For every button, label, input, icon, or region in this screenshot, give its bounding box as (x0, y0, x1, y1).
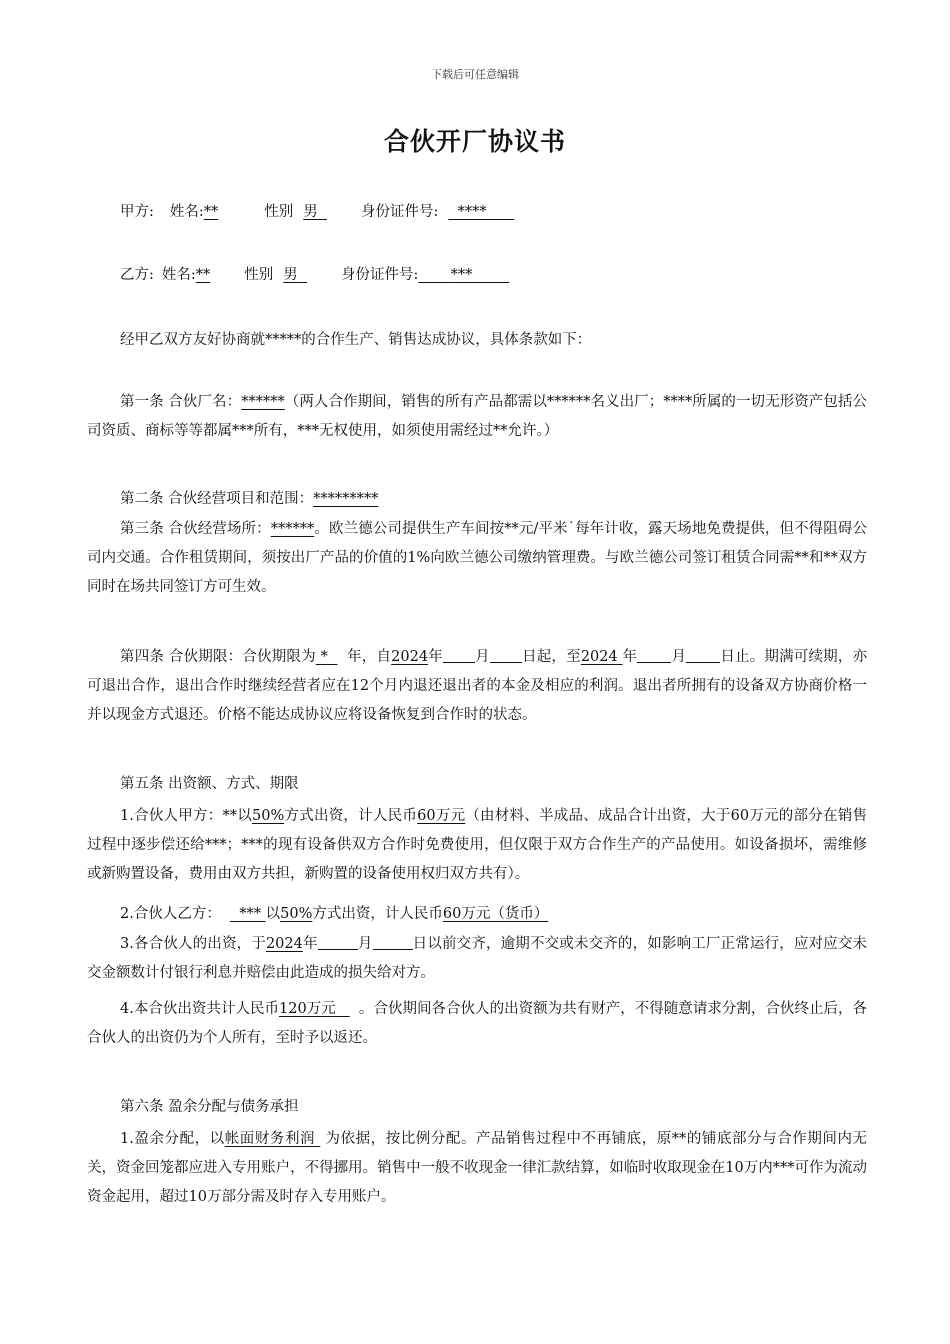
party-a-line (120, 202, 514, 222)
a5-item1-text-1: 1.合伙人甲方：**以 (120, 808, 252, 824)
a6-item1-basis: 帐面财务利润 (224, 1131, 316, 1147)
a5-item2-amount: 60万元（货币） (442, 906, 549, 922)
factory-name: ****** (241, 394, 285, 410)
party-b-name-label: 姓名: (161, 267, 196, 283)
intro-text: 经甲乙双方友好协商就*****的合作生产、销售达成协议，具体条款如下： (120, 332, 592, 348)
article-5-item-4 (87, 995, 867, 1053)
article-4 (87, 643, 867, 730)
term-text-1: 年，自 (347, 649, 392, 665)
party-a-id-label: 身份证件号: (361, 204, 439, 220)
term-text-5: 年 (622, 649, 638, 665)
article-5-heading: 第五条 出资额、方式、期限 (120, 776, 299, 792)
article-1-text: （两人合作期间，销售的所有产品都需以******名义出厂；****所属的一切无形资产包括公司资质、商标等等都属***所有，***无权使用，如须使用需经过**允许。） (87, 394, 867, 439)
a5-item4-text-2: 。合伙期间各合伙人的出资额为共有财产，不得随意请求分割，合伙终止后，各合伙人的出资仍为个人所有，至时予以返还。 (87, 1001, 868, 1046)
business-scope: ********* (313, 491, 379, 507)
a5-item2-text-2: 以 (265, 906, 281, 922)
end-year: 2024 (580, 649, 618, 665)
a5-item4-amount: 120万元 (279, 1001, 336, 1017)
article-1 (87, 388, 867, 446)
party-a-name: ** (203, 204, 219, 220)
a5-item4-text-1: 4.本合伙出资共计人民币 (120, 1001, 280, 1017)
party-a-name-label: 姓名: (169, 204, 204, 220)
article-3 (87, 515, 867, 602)
document-title: 合伙开厂协议书 (383, 127, 566, 156)
a5-item1-text-3: （由材料、半成品、成品合计出资，大于60万元的部分在销售过程中逐步偿还给***；***的现有设备供双方合作时免费使用，但仅限于双方合作生产的产品使用。如设备损坏，需维修或新购置设备，费用由双方共担，新购置的设备使用权归双方共有）。 (87, 808, 867, 882)
party-b-name: ** (195, 267, 211, 283)
term-text-7: 日止。期满可续期，亦可退出合作，退出合作时继续经营者应在12个月内退还退出者的本金及相应的利润。退出者所拥有的设备双方协商价格一并以现金方式退还。价格不能达成协议应将设备恢复到合作时的状态。 (87, 649, 868, 723)
article-1-heading: 第一条 合伙厂名： (120, 394, 242, 410)
a5-item3-text-4: 日以前交齐，逾期不交或未交齐的，如影响工厂正常运行，应对应交未交金额数计付银行利息并赔偿由此造成的损失给对方。 (87, 936, 868, 981)
start-day-blank (490, 647, 522, 663)
article-3-text: 。欧兰德公司提供生产车间按**元/平米˙每年计收，露天场地免费提供，但不得阻碍公司内交通。合作租赁期间，须按出厂产品的价值的1%向欧兰德公司缴纳管理费。与欧兰德公司签订租赁合同需**和**双方同时在场共同签订方可生效。 (87, 521, 867, 595)
term-text-4: 日起，至 (521, 649, 581, 665)
article-5-item-2 (87, 900, 867, 929)
article-5-item-1 (87, 802, 867, 889)
party-a-gender-label: 性别 (264, 204, 294, 220)
party-a-label: 甲方: (120, 204, 154, 220)
article-5-item-3 (87, 930, 867, 988)
article-6-item-1 (87, 1125, 867, 1212)
a5-item2-name: *** (239, 906, 262, 922)
a5-item3-text-2: 年 (302, 936, 318, 952)
a5-item2-text-1: 2.合伙人乙方： (120, 906, 221, 922)
article-2-heading: 第二条 合伙经营项目和范围： (120, 491, 314, 507)
a5-item1-text-2: 方式出资，计人民币 (284, 808, 418, 824)
party-b-gender: 男 (283, 267, 298, 283)
party-a-gender: 男 (303, 204, 318, 220)
a6-item1-text-1: 1.盈余分配，以 (120, 1131, 225, 1147)
party-b-gender-label: 性别 (244, 267, 274, 283)
a5-item3-year: 2024 (265, 936, 303, 952)
a5-item1-percent: 50% (252, 808, 285, 824)
term-text-2: 年 (428, 649, 443, 665)
start-month-blank (443, 647, 475, 663)
a5-item2-text-3: 方式出资，计人民币 (312, 906, 443, 922)
a5-item3-day-blank (373, 934, 413, 950)
a5-item3-text-3: 月 (357, 936, 373, 952)
start-year: 2024 (391, 649, 429, 665)
end-day-blank (686, 647, 720, 663)
party-b-id: *** (450, 267, 473, 283)
a5-item1-amount: 60万元 (417, 808, 466, 824)
term-text-6: 月 (671, 649, 687, 665)
end-month-blank (637, 647, 671, 663)
a6-item1-text-2: 为依据，按比例分配。产品销售过程中不再铺底，原**的铺底部分与合作期间内无关，资金回笼都应进入专用账户，不得挪用。销售中一般不收现金一律汇款结算，如临时收取现金在10万内***可作为流动资金起用，超过10万部分需及时存入专用账户。 (87, 1131, 868, 1205)
party-b-id-label: 身份证件号: (341, 267, 419, 283)
article-2 (120, 489, 378, 509)
a5-item3-text-1: 3.各合伙人的出资，于 (120, 936, 266, 952)
business-location: ****** (270, 521, 315, 537)
term-text-3: 月 (474, 649, 490, 665)
a5-item2-percent: 50% (280, 906, 313, 922)
article-3-heading: 第三条 合伙经营场所： (120, 521, 271, 537)
term-years: * (320, 649, 328, 665)
party-b-line (120, 265, 509, 285)
article-6-heading: 第六条 盈余分配与债务承担 (120, 1099, 299, 1115)
article-4-heading: 第四条 合伙期限：合伙期限为 (120, 649, 316, 665)
party-b-label: 乙方: (120, 267, 154, 283)
header-note: 下载后可任意编辑 (431, 68, 519, 81)
party-a-id: **** (457, 204, 487, 220)
a5-item3-month-blank (318, 934, 358, 950)
